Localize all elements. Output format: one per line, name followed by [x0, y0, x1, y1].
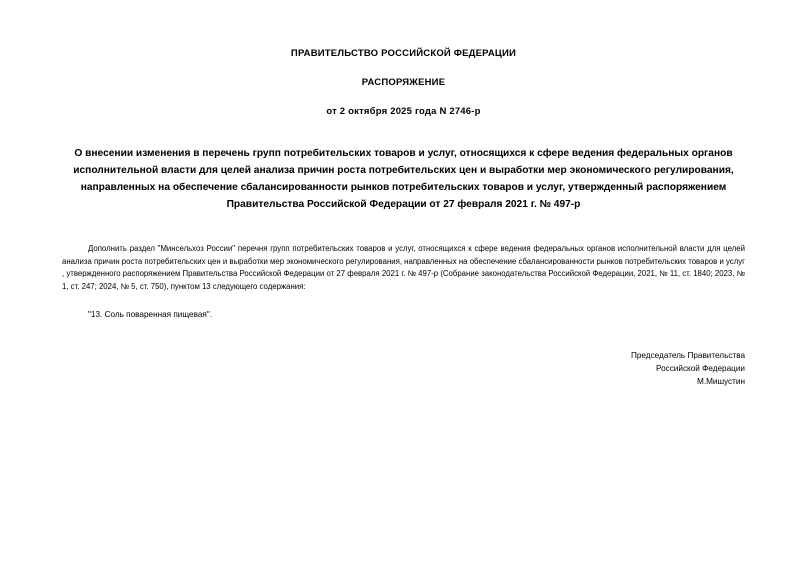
body-paragraph: Дополнить раздел "Минсельхоз России" перечня групп потребительских товаров и услуг, относящихся к сфере ведения федеральных органов исполнительной власти для целей анализа причин роста потребительских цен и выработки мер экономического регулирования, направленных на обеспечение сбалансированности рынков потребительских товаров и услуг , утвержденного распоряжением Правительства Российской Федерации от 27 февраля 2021 г. № 497-р (Собрание законодательства Российской Федерации, 2021, № 11, ст. 1840; 2023, № 1, ст. 247; 2024, № 5, ст. 750), пунктом 13 следующего содержания: [62, 244, 745, 291]
document-body [62, 243, 745, 293]
issuing-authority: ПРАВИТЕЛЬСТВО РОССИЙСКОЙ ФЕДЕРАЦИИ [290, 48, 517, 59]
document-type: РАСПОРЯЖЕНИЕ [361, 77, 446, 88]
appended-item: "13. Соль поваренная пищевая". [88, 310, 213, 320]
signature-name: М.Мишустин [697, 377, 745, 387]
signature-position-line2: Российской Федерации [655, 364, 745, 374]
signature-block [62, 349, 745, 388]
document-date-number: от 2 октября 2025 года N 2746-р [326, 106, 481, 117]
document-title: О внесении изменения в перечень групп потребительских товаров и услуг, относящихся к сфере ведения федеральных органов исполнительной власти для целей анализа причин роста потребительских цен и выработки мер экономического регулирования, направленных на обеспечение сбалансированности рынков потребительских товаров и услуг, утвержденный распоряжением Правительства Российской Федерации от 27 февраля 2021 г. № 497-р [73, 148, 734, 210]
signature-position-line1: Председатель Правительства [630, 351, 745, 361]
